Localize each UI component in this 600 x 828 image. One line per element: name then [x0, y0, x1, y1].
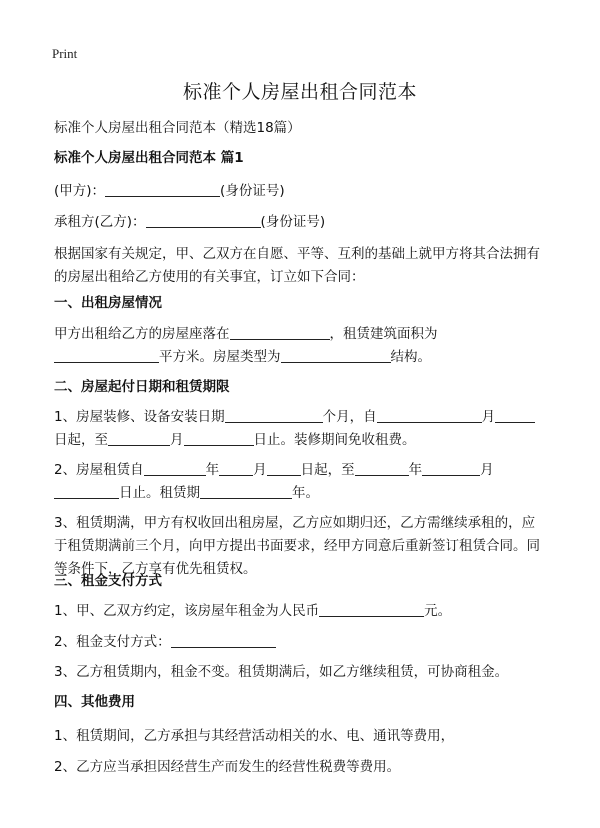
document-subtitle: 标准个人房屋出租合同范本（精选18篇）: [54, 120, 301, 136]
structure-blank: [281, 347, 391, 363]
text-segment: 年: [205, 462, 220, 478]
section-heading-1: 一、出租房屋情况: [54, 295, 162, 311]
clause-3-2: [54, 631, 550, 654]
text-segment: 月: [481, 409, 496, 425]
document-title: 标准个人房屋出租合同范本: [182, 81, 417, 103]
lease-end-year-blank: [355, 460, 409, 476]
text-segment: ，租赁建筑面积为: [329, 326, 438, 342]
location-blank: [230, 324, 330, 340]
text-segment: 个月，自: [322, 409, 377, 425]
clause-2-1-line-2: [54, 429, 550, 452]
text-segment: 平方米。房屋类型为: [159, 349, 281, 365]
text-segment: 年。: [292, 485, 319, 501]
start-day-blank: [495, 407, 535, 423]
text-segment: 日起，至: [54, 432, 108, 448]
clause-2-2-line-2: [54, 482, 550, 505]
clause-line: 3、租赁期满，甲方有权收回出租房屋，乙方应如期归还，乙方需继续承租的，应: [54, 515, 536, 531]
section-heading-2: 二、房屋起付日期和租赁期限: [54, 379, 230, 395]
clause-2-1-line-1: [54, 406, 550, 429]
text-segment: 日止。租赁期: [119, 485, 200, 501]
print-link[interactable]: Print: [52, 46, 78, 61]
party-b-line: [54, 211, 550, 234]
lease-years-blank: [200, 483, 292, 499]
payment-method-blank: [171, 632, 276, 648]
text-segment: 月: [170, 432, 184, 448]
party-a-line: [54, 180, 550, 203]
text-segment: 2、租金支付方式：: [54, 634, 171, 650]
party-b-name-blank: [146, 212, 261, 228]
text-segment: 1、甲、乙双方约定，该房屋年租金为人民币: [54, 603, 320, 619]
party-a-id-label: (身份证号): [220, 183, 285, 199]
text-segment: 日止。装修期间免收租费。: [253, 432, 416, 448]
clause-line: 等条件下，乙方享有优先租赁权。: [54, 561, 257, 577]
end-month-blank: [108, 430, 170, 446]
party-a-name-blank: [105, 181, 220, 197]
text-segment: 1、房屋装修、设备安装日期: [54, 409, 225, 425]
text-segment: 元。: [424, 603, 452, 619]
text-segment: 月: [253, 462, 267, 478]
text-segment: 结构。: [390, 349, 431, 365]
lease-start-year-blank: [144, 460, 206, 476]
intro-line: 根据国家有关规定，甲、乙双方在自愿、平等、互利的基础上就甲方将其合法拥有: [54, 246, 540, 262]
party-b-label: 承租方(乙方)：: [54, 214, 146, 230]
annual-rent-blank: [319, 601, 424, 617]
clause-4-2: 2、乙方应当承担因经营生产而发生的经营性税费等费用。: [54, 759, 401, 775]
section-heading-3: 三、租金支付方式: [54, 573, 162, 589]
area-blank: [54, 347, 159, 363]
months-blank: [225, 407, 323, 423]
text-segment: 年: [408, 462, 423, 478]
text-segment: 甲方出租给乙方的房屋座落在: [54, 326, 230, 342]
lease-start-month-blank: [219, 460, 253, 476]
intro-line: 的房屋出租给乙方使用的有关事宜，订立如下合同：: [54, 269, 365, 285]
lease-end-month-blank: [422, 460, 480, 476]
party-a-label: (甲方)：: [54, 183, 106, 199]
end-day-blank: [184, 430, 254, 446]
section-heading-4: 四、其他费用: [54, 694, 135, 710]
clause-3-3: 3、乙方租赁期内，租金不变。租赁期满后，如乙方继续租赁，可协商租金。: [54, 664, 509, 680]
text-segment: 月: [480, 462, 494, 478]
clause-4-1: 1、租赁期间，乙方承担与其经营活动相关的水、电、通讯等费用，: [54, 728, 455, 744]
section-title: 标准个人房屋出租合同范本 篇1: [54, 150, 244, 166]
clause-line: 于租赁期满前三个月，向甲方提出书面要求，经甲方同意后重新签订租赁合同。同: [54, 538, 540, 554]
property-area-line: [54, 346, 550, 369]
lease-start-day-blank: [267, 460, 301, 476]
party-b-id-label: (身份证号): [260, 214, 326, 230]
clause-3-1: [54, 600, 550, 623]
intro-paragraph: [54, 243, 550, 289]
text-segment: 2、房屋租赁自: [54, 462, 144, 478]
property-location-line: [54, 323, 550, 346]
start-month-blank: [377, 407, 482, 423]
lease-end-day-blank: [54, 483, 119, 499]
clause-2-2-line-1: [54, 459, 550, 482]
text-segment: 日起，至: [300, 462, 355, 478]
